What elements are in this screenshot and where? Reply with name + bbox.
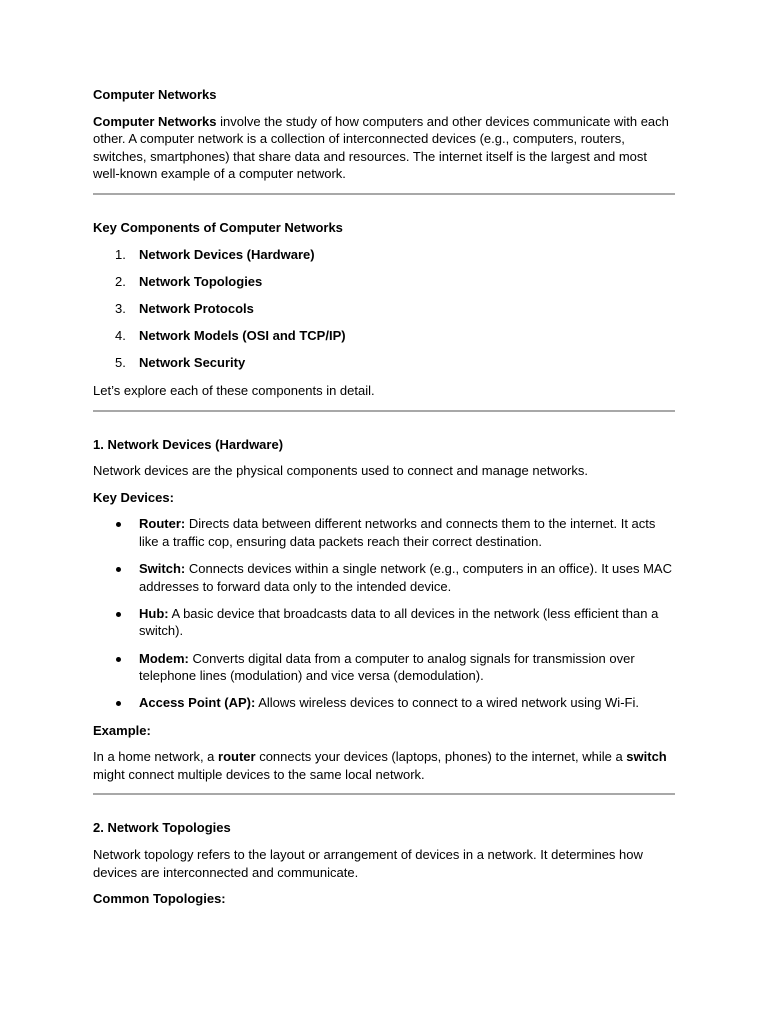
list-number: 4. xyxy=(115,328,126,344)
section2-intro: Network topology refers to the layout or arrangement of devices in a network. It determines how devices are interconnected and communicate. xyxy=(93,846,643,880)
bullet-icon xyxy=(116,701,121,706)
device-name: Access Point (AP): xyxy=(139,695,256,711)
key-components-closing: Let’s explore each of these components in detail. xyxy=(93,382,375,398)
example-text: might connect multiple devices to the same local network. xyxy=(93,766,425,782)
example-label: Example: xyxy=(93,722,151,738)
key-devices-label: Key Devices: xyxy=(93,489,174,505)
list-item xyxy=(93,246,675,264)
list-item-label: Network Security xyxy=(139,355,246,371)
device-item-router xyxy=(93,515,675,550)
list-item-label: Network Protocols xyxy=(139,300,254,316)
divider xyxy=(93,793,675,795)
list-item xyxy=(93,327,675,345)
key-components-list xyxy=(93,246,675,372)
device-name: Switch: xyxy=(139,561,186,577)
intro-lead-bold: Computer Networks xyxy=(93,113,217,129)
list-item-label: Network Topologies xyxy=(139,273,263,289)
device-item-switch xyxy=(93,560,675,595)
section1-intro: Network devices are the physical components used to connect and manage networks. xyxy=(93,463,588,479)
list-number: 3. xyxy=(115,300,126,316)
section1-heading: 1. Network Devices (Hardware) xyxy=(93,436,284,452)
device-item-modem xyxy=(93,650,675,685)
devices-list xyxy=(93,515,675,712)
device-desc: Converts digital data from a computer to analog signals for transmission over telephone lines (modulation) and vice versa (demodulation). xyxy=(139,650,635,684)
device-desc: Connects devices within a single network (e.g., computers in an office). It uses MAC addresses to forward data only to the intended device. xyxy=(139,561,672,594)
example-bold-switch: switch xyxy=(626,749,667,765)
document-title: Computer Networks xyxy=(93,87,217,102)
example-text: connects your devices (laptops, phones) to the internet, while a xyxy=(255,749,627,765)
common-topologies-label: Common Topologies: xyxy=(93,891,226,907)
device-name: Modem: xyxy=(139,650,189,666)
list-number: 5. xyxy=(115,355,126,371)
list-item xyxy=(93,273,675,291)
list-number: 1. xyxy=(115,246,126,262)
example-paragraph xyxy=(93,748,675,783)
divider xyxy=(93,193,675,195)
bullet-icon xyxy=(116,612,121,617)
intro-paragraph xyxy=(93,113,675,183)
device-desc: A basic device that broadcasts data to all devices in the network (less efficient than a switch). xyxy=(139,605,659,639)
device-name: Router: xyxy=(139,516,186,532)
divider xyxy=(93,410,675,412)
section2-heading: 2. Network Topologies xyxy=(93,820,231,836)
list-number: 2. xyxy=(115,273,126,289)
example-bold-router: router xyxy=(218,749,256,765)
device-item-access-point xyxy=(93,694,675,712)
example-text: In a home network, a xyxy=(93,749,219,765)
list-item xyxy=(93,300,675,318)
list-item-label: Network Devices (Hardware) xyxy=(139,246,315,262)
list-item-label: Network Models (OSI and TCP/IP) xyxy=(139,328,346,344)
device-desc: Directs data between different networks and connects them to the internet. It acts like a traffic cop, ensuring data packets reach their correct destination. xyxy=(139,516,656,549)
key-components-heading: Key Components of Computer Networks xyxy=(93,219,343,235)
bullet-icon xyxy=(116,657,121,662)
intro-text: involve the study of how computers and other devices communicate with each other. A computer network is a collection of interconnected devices (e.g., computers, routers, switches, smartphones) that share data and resources. The internet itself is the largest and most well-known example of a computer network. xyxy=(93,113,669,182)
device-item-hub xyxy=(93,605,675,640)
bullet-icon xyxy=(116,567,121,572)
bullet-icon xyxy=(116,522,121,527)
list-item xyxy=(93,354,675,372)
device-name: Hub: xyxy=(139,605,169,621)
device-desc: Allows wireless devices to connect to a wired network using Wi-Fi. xyxy=(255,695,639,711)
